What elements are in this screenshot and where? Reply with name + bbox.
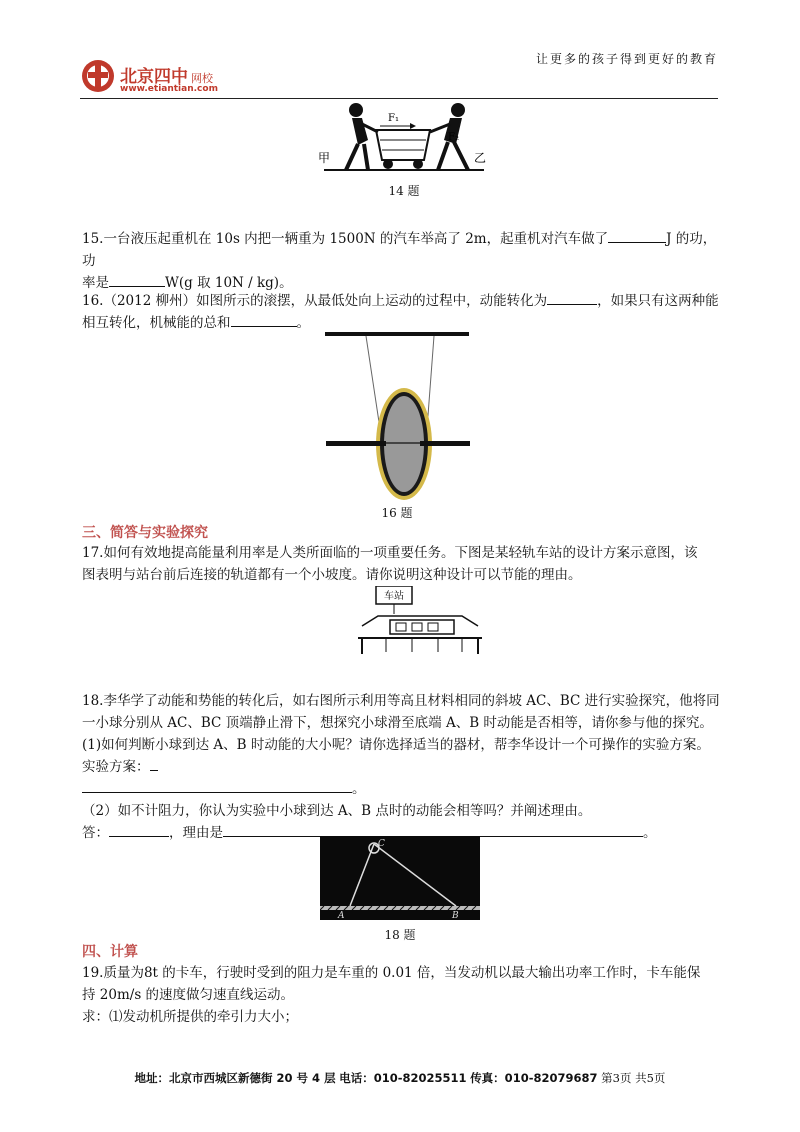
f1-label: F₁ (388, 113, 399, 124)
logo-emblem-icon (80, 58, 116, 94)
logo-url: www.etiantian.com (120, 84, 218, 94)
question-17 (82, 542, 722, 586)
q18-text-5: 。 (352, 781, 366, 797)
q16-blank-total[interactable] (231, 312, 297, 327)
maxwell-pendulum-drawing (322, 332, 472, 500)
q18-blank-plan[interactable] (82, 778, 352, 793)
q18-blank-answer[interactable] (109, 822, 169, 837)
label-jia: 甲 (318, 151, 331, 165)
header-slogan: 让更多的孩子得到更好的教育 (535, 52, 718, 66)
figure-17 (356, 586, 484, 656)
question-18 (82, 690, 722, 844)
q19-text-3: 求：⑴发动机所提供的牵引力大小； (82, 1009, 298, 1025)
q18-blank-plan-start[interactable] (150, 756, 158, 771)
question-19 (82, 962, 722, 1028)
figure-14-caption: 14 题 (388, 184, 420, 198)
question-15 (82, 228, 722, 294)
logo-main: 北京四中 (120, 67, 188, 87)
q17-text-1: 17.如何有效地提高能量利用率是人类所面临的一项重要任务。下图是某轻轨车站的设计方案示意图，该 (82, 545, 698, 561)
q15-text-4: W(g 取 10N / kg)。 (165, 275, 293, 291)
footer-address: 地址：北京市西城区新德街 20 号 4 层 (134, 1071, 336, 1085)
footer-page-number: 第3页 共5页 (601, 1071, 666, 1085)
q18-text-1: 18.李华学了动能和势能的转化后，如右图所示利用等高且材料相同的斜坡 AC、BC 进行实验探究，他将同 (82, 693, 720, 709)
station-drawing (356, 586, 484, 656)
point-a-label: A (338, 911, 345, 920)
figure-18 (320, 836, 480, 942)
q19-text-1: 19.质量为8t 的卡车，行驶时受到的阻力是车重的 0.01 倍，当发动机以最大输出功率工作时，卡车能保 (82, 965, 701, 981)
header-divider (80, 98, 718, 99)
q17-text-2: 图表明与站台前后连接的轨道都有一个小坡度。请你说明这种设计可以节能的理由。 (82, 567, 582, 583)
section-4-heading: 四、计算 (82, 944, 138, 960)
figure-16-caption: 16 题 (381, 506, 413, 520)
station-sign: 车站 (384, 591, 404, 602)
point-c-label: C (378, 839, 385, 849)
figure-14-drawing (318, 100, 490, 178)
q15-blank-power[interactable] (109, 272, 165, 287)
q19-text-2: 持 20m/s 的速度做匀速直线运动。 (82, 987, 295, 1003)
q16-text-1: 16.（2012 柳州）如图所示的滚摆，从最低处向上运动的过程中，动能转化为 (82, 293, 548, 309)
q18-text-4: 实验方案： (82, 759, 150, 775)
point-b-label: B (452, 911, 459, 920)
q18-text-2: 一小球分别从 AC、BC 顶端静止滑下，想探究小球滑至底端 A、B 时动能是否相等，请你参与他的探究。 (82, 715, 713, 731)
figure-18-caption: 18 题 (384, 928, 416, 942)
f2-label: F₂ (448, 132, 459, 143)
question-16 (82, 290, 722, 334)
q18-text-9: 。 (643, 825, 657, 841)
q16-text-3: 相互转化，机械能的总和 (82, 315, 231, 331)
incline-drawing (320, 836, 480, 920)
q18-text-6: （2）如不计阻力，你认为实验中小球到达 A、B 点时的动能会相等吗？并阐述理由。 (82, 803, 592, 819)
q18-text-7: 答： (82, 825, 109, 841)
logo (80, 58, 116, 94)
section-3-heading: 三、简答与实验探究 (82, 525, 208, 541)
logo-sub: 网校 (191, 72, 213, 85)
figure-16 (322, 332, 472, 520)
q15-blank-work[interactable] (608, 228, 666, 243)
q18-text-3: (1)如何判断小球到达 A、B 时动能的大小呢？请你选择适当的器材，帮李华设计一个可操作的实验方案。 (82, 737, 710, 753)
q15-text-3: 率是 (82, 275, 109, 291)
q16-text-2: ，如果只有这两种能 (597, 293, 719, 309)
page-footer (0, 1070, 800, 1086)
q15-text-2: J 的功，功 (82, 231, 717, 269)
q18-text-8: ，理由是 (169, 825, 223, 841)
figure-14 (318, 100, 490, 198)
label-yi: 乙 (474, 151, 487, 165)
q16-text-4: 。 (296, 315, 310, 331)
footer-phone: 电话：010-82025511 (339, 1071, 467, 1085)
q18-blank-reason[interactable] (223, 822, 643, 837)
q15-text-1: 15.一台液压起重机在 10s 内把一辆重为 1500N 的汽车举高了 2m，起重机对汽车做了 (82, 231, 609, 247)
q16-blank-energy[interactable] (547, 290, 597, 305)
footer-fax: 传真：010-82079687 (470, 1071, 598, 1085)
